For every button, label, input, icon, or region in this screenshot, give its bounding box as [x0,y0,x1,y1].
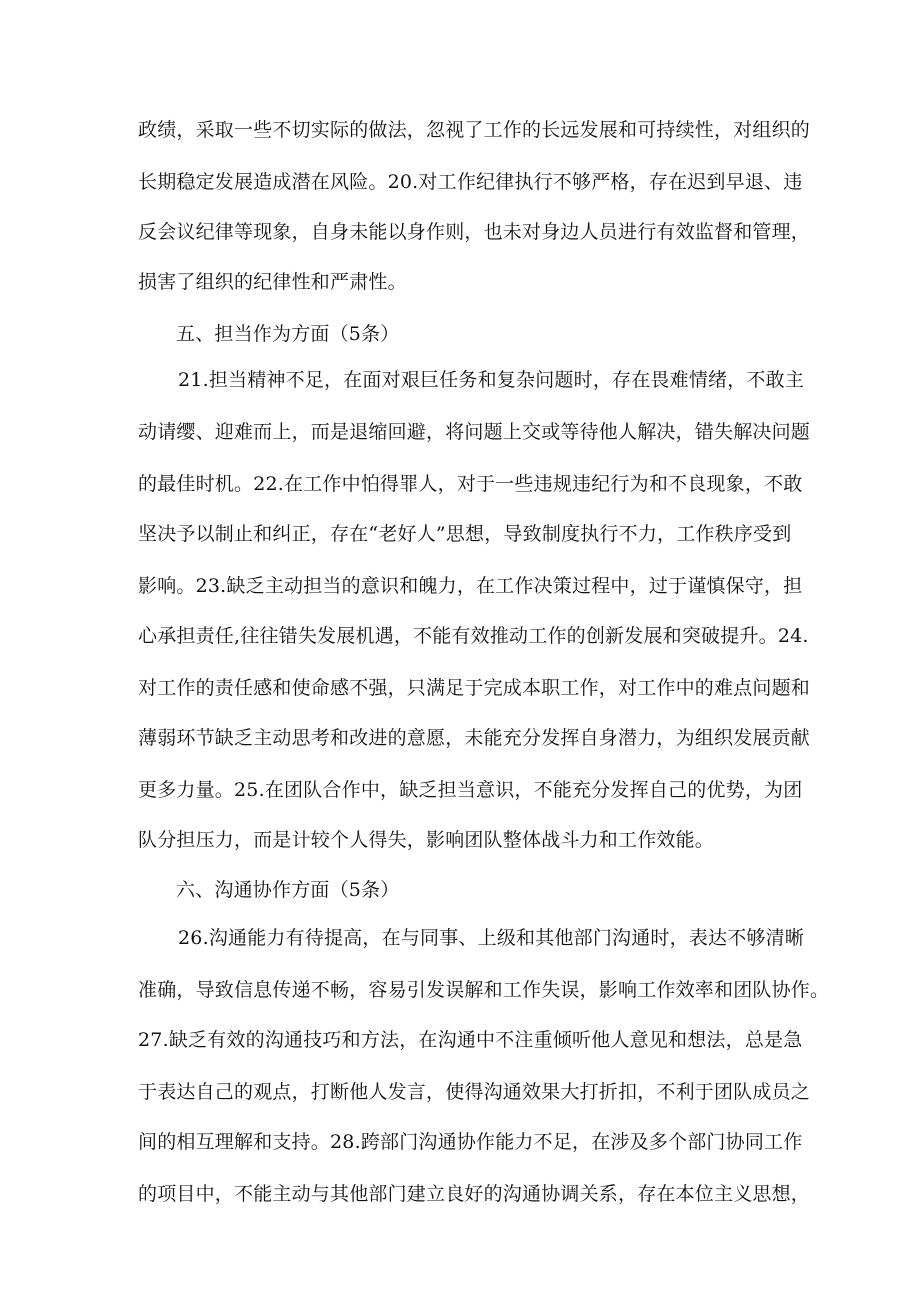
paragraph-line: 的最佳时机。22.在工作中怕得罪人，对于一些违规违纪行为和不良现象，不敢 [138,473,803,495]
paragraph-line: 的项目中，不能主动与其他部门建立良好的沟通协调关系，存在本位主义思想， [138,1183,811,1205]
paragraph-line: 26.沟通能力有待提高，在与同事、上级和其他部门沟通时，表达不够清晰 [178,927,805,949]
paragraph-line: 27.缺乏有效的沟通技巧和方法，在沟通中不注重倾听他人意见和想法，总是急 [138,1029,803,1051]
paragraph-line: 长期稳定发展造成潜在风险。20.对工作纪律执行不够严格，存在迟到早退、违 [138,171,803,193]
paragraph-line: 准确，导致信息传递不畅，容易引发误解和工作失误，影响工作效率和团队协作。 [138,979,830,1001]
paragraph-line: 影响。23.缺乏主动担当的意识和魄力，在工作决策过程中，过于谨慎保守，担 [138,575,803,597]
paragraph-line: 于表达自己的观点，打断他人发言，使得沟通效果大打折扣，不利于团队成员之 [138,1081,811,1103]
paragraph-line: 坚决予以制止和纠正，存在“老好人”思想，导致制度执行不力，工作秩序受到 [138,523,792,545]
section-heading: 六、沟通协作方面（5条） [176,879,400,901]
paragraph-line: 损害了组织的纪律性和严肃性。 [138,271,407,293]
paragraph-line: 21.担当精神不足，在面对艰巨任务和复杂问题时，存在畏难情绪，不敢主 [178,369,805,391]
paragraph-line: 薄弱环节缺乏主动思考和改进的意愿，未能充分发挥自身潜力，为组织发展贡献 [138,727,811,749]
paragraph-line: 间的相互理解和支持。28.跨部门沟通协作能力不足，在涉及多个部门协同工作 [138,1131,803,1153]
paragraph-line: 对工作的责任感和使命感不强，只满足于完成本职工作，对工作中的难点问题和 [138,677,811,699]
paragraph-line: 反会议纪律等现象，自身未能以身作则，也未对身边人员进行有效监督和管理， [138,221,811,243]
paragraph-line: 动请缨、迎难而上，而是退缩回避，将问题上交或等待他人解决，错失解决问题 [138,421,811,443]
paragraph-line: 队分担压力，而是计较个人得失，影响团队整体战斗力和工作效能。 [138,829,715,851]
section-heading: 五、担当作为方面（5条） [176,323,400,345]
paragraph-line: 更多力量。25.在团队合作中，缺乏担当意识，不能充分发挥自己的优势，为团 [138,779,803,801]
paragraph-line: 政绩，采取一些不切实际的做法，忽视了工作的长远发展和可持续性，对组织的 [138,119,811,141]
paragraph-line: 心承担责任,往往错失发展机遇，不能有效推动工作的创新发展和突破提升。24. [138,625,809,647]
